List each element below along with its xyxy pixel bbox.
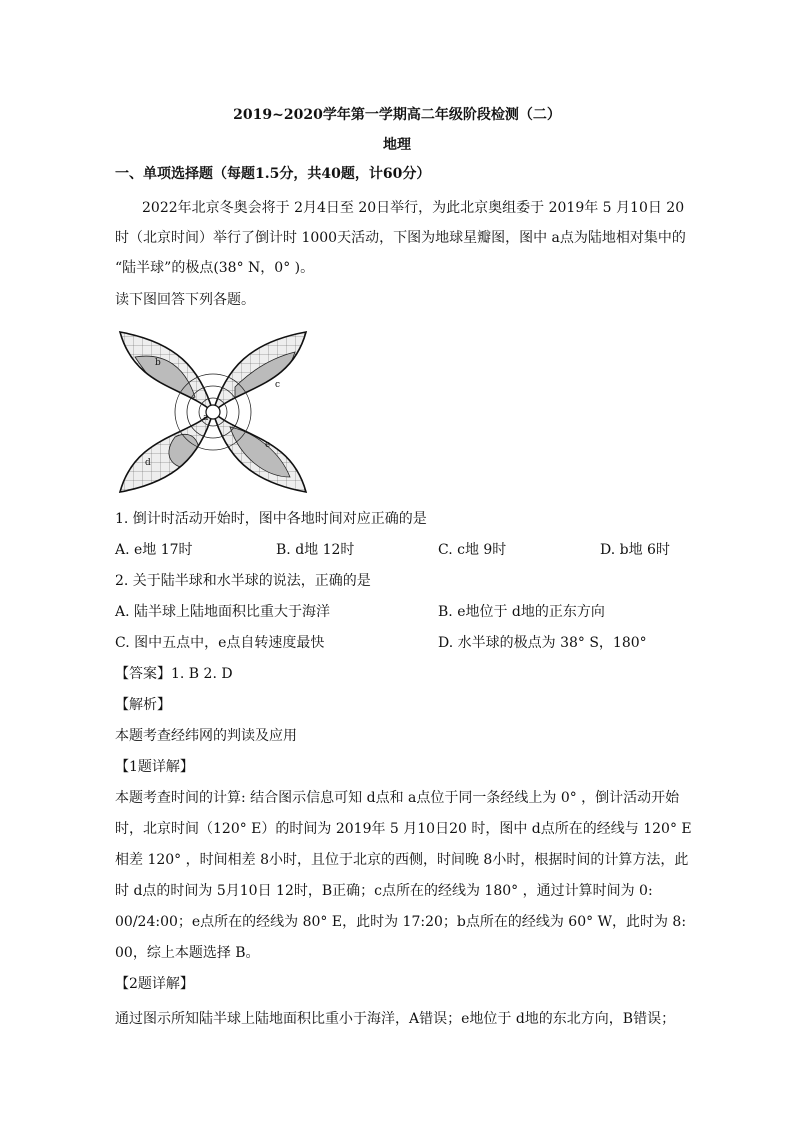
q2-detail-line-1: 通过图示所知陆半球上陆地面积比重小于海洋，A错误；e地位于 d地的东北方向，B错误；	[115, 1011, 676, 1027]
section-heading: 一、单项选择题（每题1.5分，共40题，计60分）	[115, 166, 431, 182]
q2-option-b[interactable]: B. e地位于 d地的正东方向	[438, 604, 605, 620]
page-title: 2019~2020学年第一学期高二年级阶段检测（二）	[233, 107, 561, 123]
q1-option-d[interactable]: D. b地 6时	[600, 542, 670, 558]
q1-detail-label: 【1题详解】	[115, 759, 194, 775]
q1-detail-line-1: 本题考查时间的计算: 结合图示信息可知 d点和 a点位于同一条经线上为 0° ，倒计活动开始	[115, 790, 680, 806]
q2-option-c[interactable]: C. 图中五点中，e点自转速度最快	[115, 635, 325, 651]
map-label-a: a	[203, 413, 209, 423]
q1-detail-line-5: 00/24:00；e点所在的经线为 80° E，此时为 17:20；b点所在的经线为 60° W，此时为 8:	[115, 914, 687, 930]
q1-detail-line-6: 00，综上本题选择 B。	[115, 945, 260, 961]
q1-detail-line-2: 时，北京时间（120° E）的时间为 2019年 5 月10日20 时，图中 d点所在的经线与 120° E	[115, 821, 692, 837]
intro-line-1: 2022年北京冬奥会将于 2月4日至 20日举行，为此北京奥组委于 2019年 5 月10日 20	[142, 200, 685, 216]
q2-detail-label: 【2题详解】	[115, 976, 194, 992]
map-label-c: c	[275, 380, 281, 390]
subject-title: 地理	[383, 137, 411, 153]
q1-stem: 1. 倒计时活动开始时，图中各地时间对应正确的是	[115, 511, 427, 527]
analysis-summary: 本题考查经纬网的判读及应用	[115, 728, 297, 744]
q2-stem: 2. 关于陆半球和水半球的说法，正确的是	[115, 573, 371, 589]
q1-detail-line-4: 时 d点的时间为 5月10日 12时，B正确；c点所在的经线为 180° ，通过计算时间为 0:	[115, 883, 653, 899]
map-label-e: e	[265, 440, 271, 450]
q1-option-c[interactable]: C. c地 9时	[438, 542, 507, 558]
analysis-label: 【解析】	[115, 697, 171, 713]
answer-line: 【答案】1. B 2. D	[115, 666, 233, 682]
q1-detail-line-3: 相差 120° ，时间相差 8小时，且位于北京的西侧，时间晚 8小时，根据时间的计算方法，此	[115, 852, 689, 868]
intro-line-2: 时（北京时间）举行了倒计时 1000天活动，下图为地球星瓣图，图中 a点为陆地相对集中的	[115, 230, 686, 246]
instruction: 读下图回答下列各题。	[115, 292, 255, 308]
map-label-d: d	[145, 458, 151, 468]
q2-option-d[interactable]: D. 水半球的极点为 38° S，180°	[438, 635, 647, 651]
q1-option-a[interactable]: A. e地 17时	[115, 542, 193, 558]
q2-option-a[interactable]: A. 陆半球上陆地面积比重大于海洋	[115, 604, 331, 620]
star-petal-map	[115, 327, 311, 497]
map-label-b: b	[155, 358, 161, 368]
q1-option-b[interactable]: B. d地 12时	[276, 542, 355, 558]
intro-line-3: “陆半球”的极点(38° N，0° )。	[115, 260, 315, 276]
